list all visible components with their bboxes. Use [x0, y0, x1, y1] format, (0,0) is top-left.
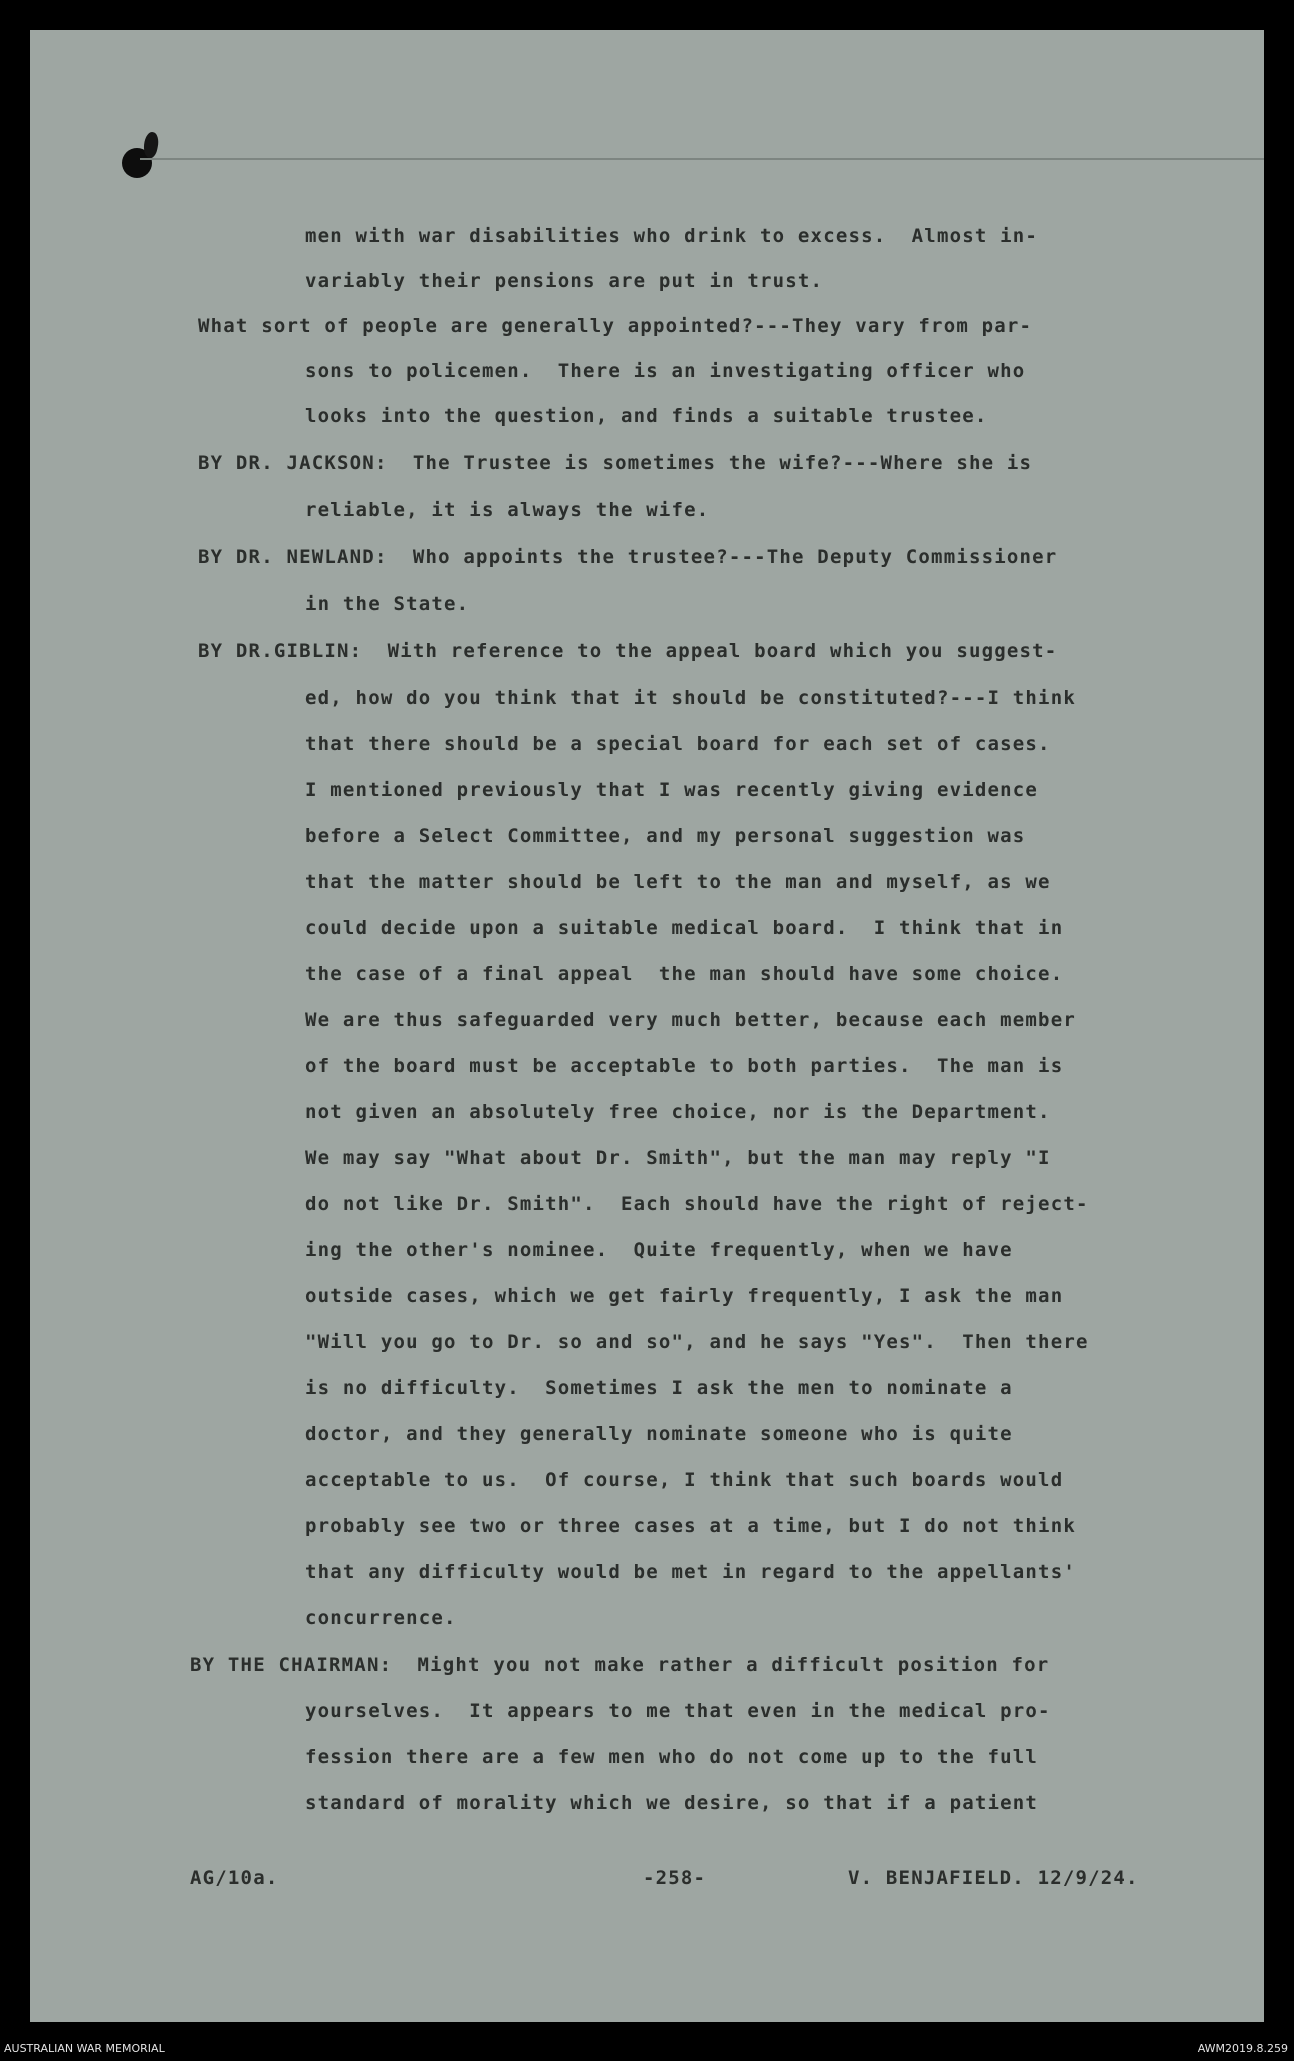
- text-line: "Will you go to Dr. so and so", and he says "Yes". Then there: [305, 1331, 1089, 1353]
- text-line: yourselves. It appears to me that even in the medical pro-: [305, 1700, 1051, 1722]
- text-line: before a Select Committee, and my personal suggestion was: [305, 825, 1026, 847]
- text-line: men with war disabilities who drink to excess. Almost in-: [305, 225, 1039, 247]
- text-line: reliable, it is always the wife.: [305, 499, 710, 521]
- text-line: could decide upon a suitable medical board. I think that in: [305, 917, 1064, 939]
- text-line: not given an absolutely free choice, nor is the Department.: [305, 1101, 1051, 1123]
- text-line: in the State.: [305, 593, 470, 615]
- document-reference: AG/10a.: [190, 1867, 279, 1889]
- text-line: looks into the question, and finds a suitable trustee.: [305, 405, 988, 427]
- text-line: BY DR.GIBLIN: With reference to the appeal board which you suggest-: [198, 640, 1058, 662]
- archive-item-id: AWM2019.8.259: [1197, 2042, 1288, 2055]
- text-line: outside cases, which we get fairly frequently, I ask the man: [305, 1285, 1064, 1307]
- text-line: concurrence.: [305, 1607, 457, 1629]
- text-line: that there should be a special board for each set of cases.: [305, 733, 1051, 755]
- text-line: fession there are a few men who do not come up to the full: [305, 1746, 1039, 1768]
- archive-credit: AUSTRALIAN WAR MEMORIAL: [4, 2042, 165, 2055]
- document-page: [30, 30, 1264, 2022]
- text-line: doctor, and they generally nominate someone who is quite: [305, 1423, 1013, 1445]
- text-line: sons to policemen. There is an investigating officer who: [305, 360, 1026, 382]
- page-fold-line: [140, 158, 1264, 160]
- text-line: the case of a final appeal the man should have some choice.: [305, 963, 1064, 985]
- text-line: BY DR. NEWLAND: Who appoints the trustee?---The Deputy Commissioner: [198, 546, 1058, 568]
- text-line: variably their pensions are put in trust.: [305, 270, 824, 292]
- text-line: BY THE CHAIRMAN: Might you not make rather a difficult position for: [190, 1654, 1050, 1676]
- witness-date: V. BENJAFIELD. 12/9/24.: [848, 1867, 1139, 1889]
- text-line: of the board must be acceptable to both parties. The man is: [305, 1055, 1064, 1077]
- text-line: do not like Dr. Smith". Each should have the right of reject-: [305, 1193, 1089, 1215]
- text-line: I mentioned previously that I was recently giving evidence: [305, 779, 1039, 801]
- text-line: What sort of people are generally appointed?---They vary from par-: [198, 315, 1033, 337]
- page-number: -258-: [643, 1867, 707, 1889]
- text-line: that any difficulty would be met in regard to the appellants': [305, 1561, 1076, 1583]
- text-line: BY DR. JACKSON: The Trustee is sometimes the wife?---Where she is: [198, 452, 1033, 474]
- text-line: We are thus safeguarded very much better, because each member: [305, 1009, 1076, 1031]
- text-line: is no difficulty. Sometimes I ask the men to nominate a: [305, 1377, 1013, 1399]
- text-line: ed, how do you think that it should be constituted?---I think: [305, 687, 1076, 709]
- text-line: standard of morality which we desire, so that if a patient: [305, 1792, 1039, 1814]
- text-line: that the matter should be left to the man and myself, as we: [305, 871, 1051, 893]
- text-line: acceptable to us. Of course, I think that such boards would: [305, 1469, 1064, 1491]
- text-line: ing the other's nominee. Quite frequently, when we have: [305, 1239, 1013, 1261]
- text-line: We may say "What about Dr. Smith", but the man may reply "I: [305, 1147, 1051, 1169]
- text-line: probably see two or three cases at a time, but I do not think: [305, 1515, 1076, 1537]
